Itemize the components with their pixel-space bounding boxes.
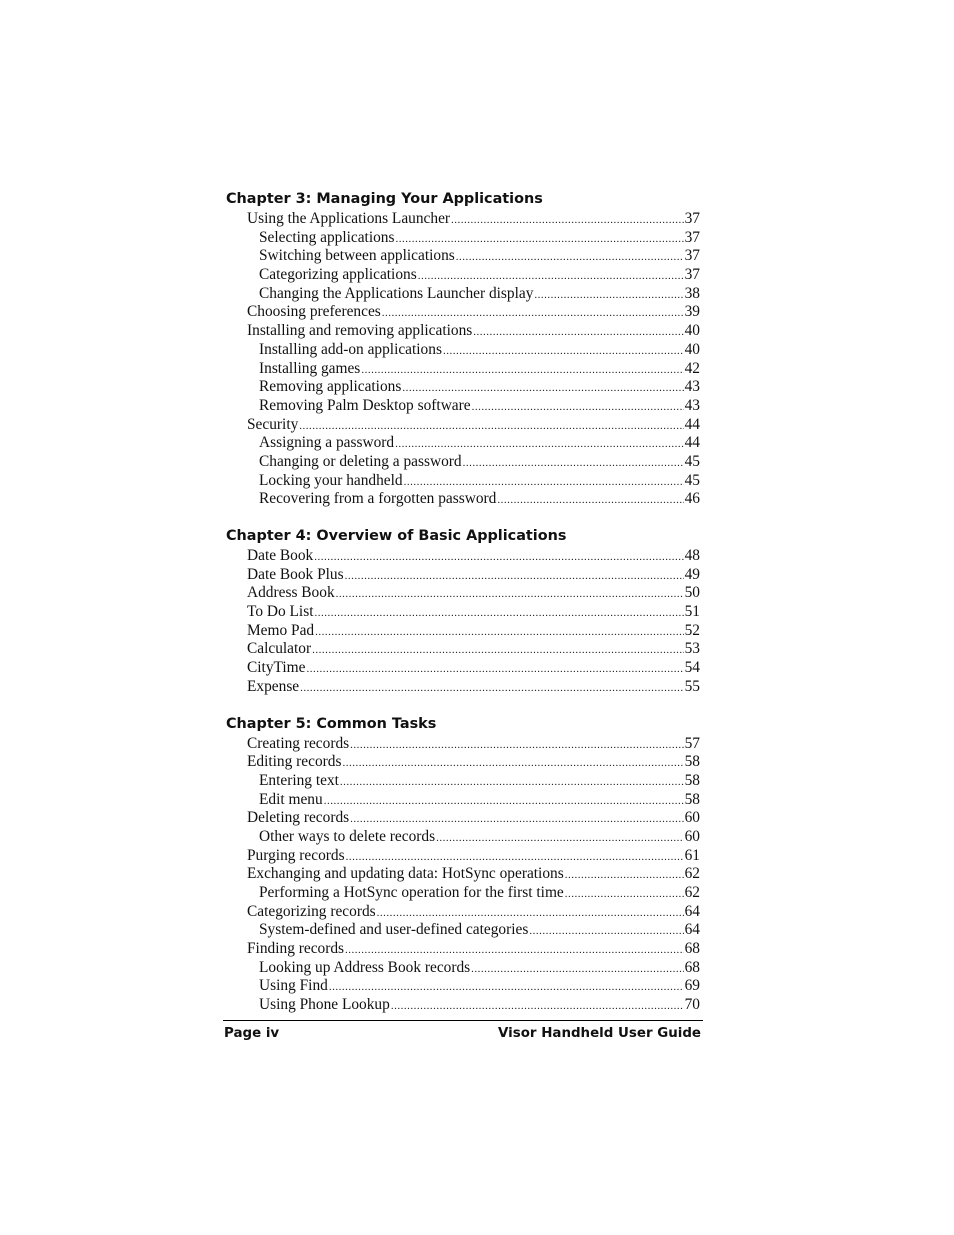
dot-leader (418, 267, 684, 285)
toc-entry-label: Choosing preferences (247, 303, 381, 321)
toc-entry[interactable] (226, 603, 700, 622)
toc-entry-page: 55 (684, 677, 700, 695)
toc-entry[interactable] (226, 322, 700, 341)
toc-entry[interactable] (226, 847, 700, 866)
dot-leader (377, 904, 684, 922)
toc-entry-label: Removing Palm Desktop software (259, 396, 471, 414)
dot-leader (534, 286, 683, 304)
toc-entry-label: Creating records (247, 734, 350, 752)
toc-entry-label: Other ways to delete records (259, 827, 436, 845)
toc-entry-label: Using Find (259, 977, 328, 995)
toc-entry[interactable] (226, 659, 700, 678)
toc-entry-page: 50 (684, 584, 700, 602)
toc-entry-page: 68 (684, 940, 700, 958)
toc-entry[interactable] (226, 416, 700, 435)
toc-entry-label: Memo Pad (247, 621, 315, 639)
toc-entry-label: Categorizing records (247, 902, 376, 920)
dot-leader (312, 641, 684, 659)
chapter-title: Chapter 4: Overview of Basic Applications (226, 528, 567, 544)
toc-entry[interactable] (226, 940, 700, 959)
toc-entry-label: Changing the Applications Launcher display (259, 284, 534, 302)
dot-leader (350, 736, 683, 754)
toc-entry-page: 58 (684, 771, 700, 789)
toc-entry-label: Exchanging and updating data: HotSync operations (247, 865, 564, 883)
toc-entry-label: Entering text (259, 771, 339, 789)
toc-entry[interactable] (226, 266, 700, 285)
toc-entry[interactable] (226, 210, 700, 229)
chapter-title: Chapter 3: Managing Your Applications (226, 191, 543, 207)
toc-entry[interactable] (226, 996, 700, 1015)
toc-entry-label: Deleting records (247, 809, 350, 827)
toc-entry-page: 68 (684, 958, 700, 976)
toc-entry-page: 45 (684, 471, 700, 489)
toc-entry-page: 44 (684, 434, 700, 452)
toc-entry-page: 60 (684, 827, 700, 845)
dot-leader (345, 567, 684, 585)
toc-entry[interactable] (226, 360, 700, 379)
dot-leader (463, 454, 684, 472)
toc-entry[interactable] (226, 884, 700, 903)
toc-entry[interactable] (226, 828, 700, 847)
chapter-section (226, 190, 700, 509)
dot-leader (391, 997, 684, 1015)
toc-entry[interactable] (226, 547, 700, 566)
toc-entry-label: Assigning a password (259, 434, 395, 452)
toc-entry[interactable] (226, 378, 700, 397)
toc-entry-label: Performing a HotSync operation for the first time (259, 884, 564, 901)
book-title: Visor Handheld User Guide (498, 1026, 701, 1041)
dot-leader (472, 398, 684, 416)
dot-leader (299, 417, 683, 435)
chapter-title: Chapter 5: Common Tasks (226, 715, 437, 732)
dot-leader (315, 623, 683, 641)
toc-entry[interactable] (226, 735, 700, 754)
dot-leader (404, 473, 684, 491)
toc-entry-label: Address Book (247, 584, 335, 602)
table-of-contents (226, 190, 700, 1033)
dot-leader (402, 379, 683, 397)
page-footer (223, 1020, 703, 1041)
toc-entry-page: 64 (684, 902, 700, 920)
toc-entry[interactable] (226, 584, 700, 603)
toc-entry-page: 44 (684, 415, 700, 433)
toc-entry-label: Categorizing applications (259, 266, 417, 284)
toc-entry-label: Locking your handheld (259, 471, 403, 489)
toc-entry[interactable] (226, 341, 700, 360)
toc-entry-page: 37 (684, 210, 700, 227)
dot-leader (436, 829, 684, 847)
dot-leader (443, 342, 684, 360)
toc-entry-page: 42 (684, 359, 700, 377)
dot-leader (342, 754, 683, 772)
toc-entry-page: 58 (684, 790, 700, 808)
dot-leader (300, 679, 683, 697)
dot-leader (529, 922, 683, 940)
dot-leader (340, 773, 684, 791)
toc-entry-label: Installing and removing applications (247, 322, 473, 340)
toc-entry[interactable] (226, 640, 700, 659)
toc-entry-label: Editing records (247, 753, 342, 771)
toc-entry-page: 51 (684, 603, 700, 621)
toc-entry[interactable] (226, 453, 700, 472)
toc-entry[interactable] (226, 959, 700, 978)
dot-leader (314, 548, 683, 566)
chapter-section (226, 527, 700, 697)
toc-entry[interactable] (226, 397, 700, 416)
toc-entry[interactable] (226, 678, 700, 697)
toc-entry[interactable] (226, 772, 700, 791)
toc-entry-label: Recovering from a forgotten password (259, 490, 497, 508)
toc-entry-page: 39 (684, 303, 700, 321)
dot-leader (329, 978, 684, 996)
dot-leader (565, 866, 684, 884)
toc-entry[interactable] (226, 977, 700, 996)
toc-entry-page: 60 (684, 809, 700, 827)
toc-entry-label: Expense (247, 677, 300, 695)
toc-entry-label: Using the Applications Launcher (247, 210, 451, 227)
toc-entry-page: 57 (684, 734, 700, 752)
toc-entry[interactable] (226, 566, 700, 585)
dot-leader (451, 211, 684, 229)
toc-entry-page: 69 (684, 977, 700, 995)
dot-leader (382, 304, 684, 322)
toc-entry-page: 40 (684, 322, 700, 340)
chapter-section (226, 715, 700, 1015)
toc-entry-page: 61 (684, 846, 700, 864)
toc-entry-label: Removing applications (259, 378, 402, 396)
dot-leader (471, 960, 683, 978)
toc-entry-label: Looking up Address Book records (259, 958, 471, 976)
toc-entry-page: 43 (684, 378, 700, 396)
toc-entry-label: Switching between applications (259, 247, 455, 265)
dot-leader (497, 491, 683, 509)
toc-entry-label: CityTime (247, 659, 306, 677)
toc-entry-label: System-defined and user-defined categories (259, 921, 529, 939)
dot-leader (350, 810, 683, 828)
toc-entry-label: Finding records (247, 940, 345, 958)
toc-entry-page: 53 (684, 640, 700, 658)
toc-entry-page: 45 (684, 452, 700, 470)
toc-entry-page: 54 (684, 659, 700, 677)
dot-leader (336, 585, 684, 603)
dot-leader (456, 248, 684, 266)
dot-leader (306, 660, 683, 678)
toc-entry-page: 49 (684, 565, 700, 583)
dot-leader (345, 941, 684, 959)
toc-entry-label: Calculator (247, 640, 312, 658)
toc-entry-page: 70 (684, 996, 700, 1014)
toc-entry-page: 64 (684, 921, 700, 939)
toc-entry-page: 58 (684, 753, 700, 771)
toc-entry[interactable] (226, 809, 700, 828)
toc-entry-label: Installing add-on applications (259, 340, 442, 358)
toc-entry-page: 37 (684, 228, 700, 246)
dot-leader (473, 323, 683, 341)
dot-leader (565, 885, 684, 903)
dot-leader (396, 230, 684, 248)
dot-leader (361, 361, 683, 379)
toc-entry-label: Edit menu (259, 790, 323, 808)
toc-entry-page: 48 (684, 547, 700, 564)
toc-entry-label: Installing games (259, 359, 361, 377)
toc-entry[interactable] (226, 303, 700, 322)
toc-entry[interactable] (226, 490, 700, 509)
toc-entry[interactable] (226, 472, 700, 491)
toc-entry-page: 40 (684, 340, 700, 358)
toc-entry[interactable] (226, 229, 700, 248)
toc-entry-page: 62 (684, 884, 700, 901)
toc-entry[interactable] (226, 434, 700, 453)
toc-entry-page: 38 (684, 284, 700, 302)
toc-entry-page: 46 (684, 490, 700, 508)
dot-leader (324, 792, 684, 810)
toc-entry-page: 52 (684, 621, 700, 639)
toc-entry[interactable] (226, 622, 700, 641)
toc-entry[interactable] (226, 753, 700, 772)
toc-entry[interactable] (226, 921, 700, 940)
toc-entry-page: 37 (684, 266, 700, 284)
toc-entry[interactable] (226, 791, 700, 810)
dot-leader (395, 435, 684, 453)
toc-entry-page: 43 (684, 396, 700, 414)
toc-entry-label: Using Phone Lookup (259, 996, 390, 1014)
toc-entry[interactable] (226, 247, 700, 266)
toc-entry-label: Selecting applications (259, 228, 395, 246)
toc-entry-label: Changing or deleting a password (259, 452, 462, 470)
toc-entry-page: 37 (684, 247, 700, 265)
toc-entry-label: To Do List (247, 603, 314, 621)
dot-leader (314, 604, 683, 622)
toc-entry-label: Date Book (247, 547, 314, 564)
toc-entry-label: Date Book Plus (247, 565, 344, 583)
toc-entry-label: Security (247, 415, 299, 433)
toc-entry-page: 62 (684, 865, 700, 883)
toc-entry[interactable] (226, 865, 700, 884)
toc-entry-label: Purging records (247, 846, 345, 864)
dot-leader (346, 848, 684, 866)
page-number: Page iv (224, 1026, 280, 1041)
toc-entry[interactable] (226, 903, 700, 922)
toc-entry[interactable] (226, 285, 700, 304)
